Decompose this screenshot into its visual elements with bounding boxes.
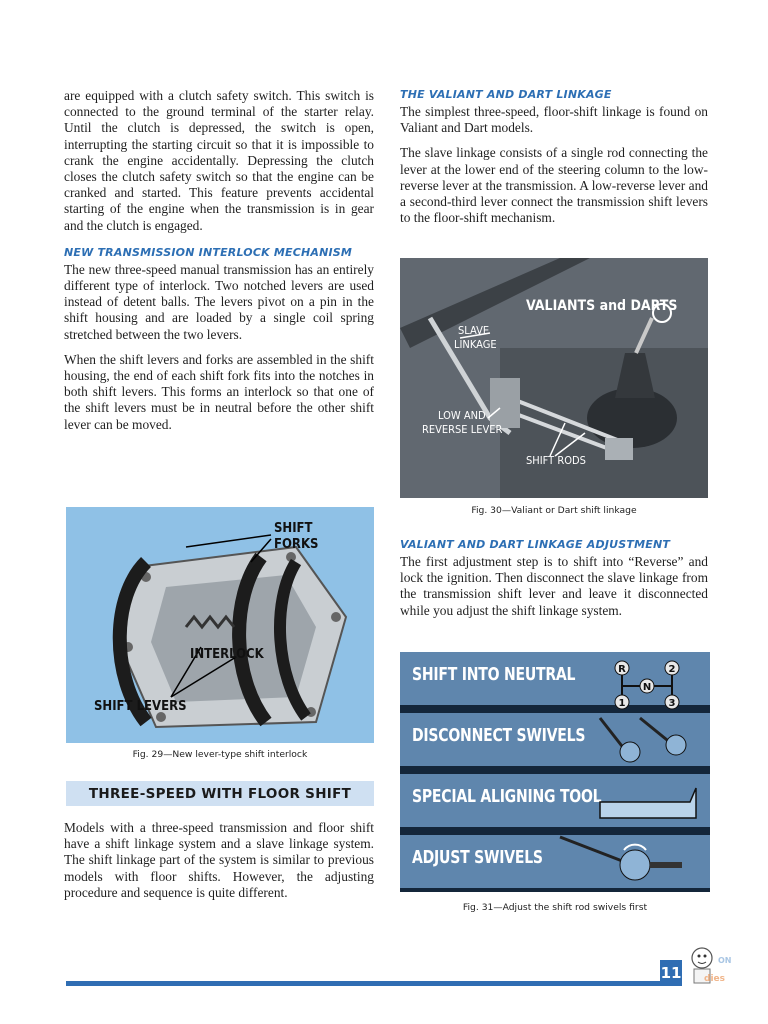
- label-shift-forks-2: FORKS: [274, 537, 319, 552]
- floor-shift-section: [64, 820, 374, 910]
- interlock-heading: NEW TRANSMISSION INTERLOCK MECHANISM: [64, 245, 353, 259]
- label-shift-levers: SHIFT LEVERS: [94, 699, 187, 714]
- step-illustrations: [400, 652, 710, 892]
- label-valiants-darts: VALIANTS and DARTS: [526, 298, 678, 314]
- watermark-text-2: dies: [704, 974, 725, 984]
- footer-rule: [66, 981, 666, 986]
- figure-29-caption: Fig. 29—New lever-type shift interlock: [132, 749, 308, 760]
- gear-r: R: [618, 664, 626, 675]
- interlock-paragraph-2: When the shift levers and forks are assembled in the shift housing, the end of each shift fork fits into the notches in both shift levers. This forms an interlock so that one of the shift levers must be in neutral before the other shift lever can be moved.: [64, 351, 374, 432]
- watermark-text-1: ON: [718, 956, 732, 965]
- label-slave-linkage-2: LINKAGE: [454, 338, 497, 351]
- section-banner: THREE-SPEED WITH FLOOR SHIFT: [66, 781, 374, 806]
- gear-1: 1: [618, 698, 626, 709]
- figure-29-shift-interlock: [66, 507, 374, 743]
- left-column: [64, 88, 374, 442]
- label-low-reverse-2: REVERSE LEVER: [422, 423, 503, 436]
- figure-31-caption: Fig. 31—Adjust the shift rod swivels first: [462, 902, 648, 913]
- step-3-label: SPECIAL ALIGNING TOOL: [412, 786, 602, 807]
- step-4-label: ADJUST SWIVELS: [412, 847, 543, 868]
- valiant-heading: THE VALIANT AND DART LINKAGE: [400, 88, 612, 101]
- intro-paragraph: are equipped with a clutch safety switch. This switch is connected to the ground terminal of the starter relay. Until the clutch is depressed, the switch is open, interrupting the starting circuit so that it is impossible to crank the engine accidentally. Depressing the clutch closes the clutch safety switch so that the engine can be cranked and started. This feature prevents accidental starting of the engine when the transmission is in gear and the clutch is engaged.: [64, 88, 374, 233]
- valiant-paragraph-2: The slave linkage consists of a single rod connecting the lever at the lower end of the steering column to the low-reverse lever at the transmission. A low-reverse lever and a second-third lever connect the transmission shift levers to the floor-shift mechanism.: [400, 145, 708, 226]
- page-number: 11: [660, 960, 682, 986]
- step-2-label: DISCONNECT SWIVELS: [412, 725, 586, 746]
- floor-shift-paragraph: Models with a three-speed transmission and floor shift have a shift linkage system and a slave linkage system. The shift linkage part of the system is similar to previous models with floor shifts. However, the adjusting procedure and sequence is quite different.: [64, 820, 374, 900]
- interlock-paragraph-1: The new three-speed manual transmission has an entirely different type of interlock. Two notched levers are used instead of detent balls. The levers pivot on a pin in the shift housing and are loaded by a single coil spring stretched between the two levers.: [64, 261, 374, 342]
- right-column: [400, 88, 708, 235]
- figure-30-shift-linkage: [400, 258, 708, 498]
- adjust-paragraph: The first adjustment step is to shift into “Reverse” and lock the ignition. Then disconnect the slave linkage from the transmission shift lever and leave it disconnected while you adjust the shift linkage system.: [400, 554, 708, 618]
- label-shift-rods: SHIFT RODS: [526, 454, 586, 467]
- adjustment-section: [400, 538, 708, 628]
- label-low-reverse-1: LOW AND: [438, 409, 486, 422]
- label-shift-forks-1: SHIFT: [274, 521, 313, 536]
- label-interlock: INTERLOCK: [190, 647, 264, 662]
- figure-30-caption: Fig. 30—Valiant or Dart shift linkage: [471, 505, 637, 516]
- gear-2: 2: [668, 664, 676, 675]
- gear-3: 3: [668, 698, 676, 709]
- step-1-label: SHIFT INTO NEUTRAL: [412, 664, 576, 685]
- adjust-heading: VALIANT AND DART LINKAGE ADJUSTMENT: [400, 538, 671, 551]
- label-slave-linkage-1: SLAVE: [458, 324, 490, 337]
- watermark-mascot-icon: [686, 944, 736, 990]
- gear-n: N: [642, 682, 652, 693]
- figure-31-adjust-steps: [400, 652, 710, 892]
- valiant-paragraph-1: The simplest three-speed, floor-shift linkage is found on Valiant and Dart models.: [400, 104, 708, 136]
